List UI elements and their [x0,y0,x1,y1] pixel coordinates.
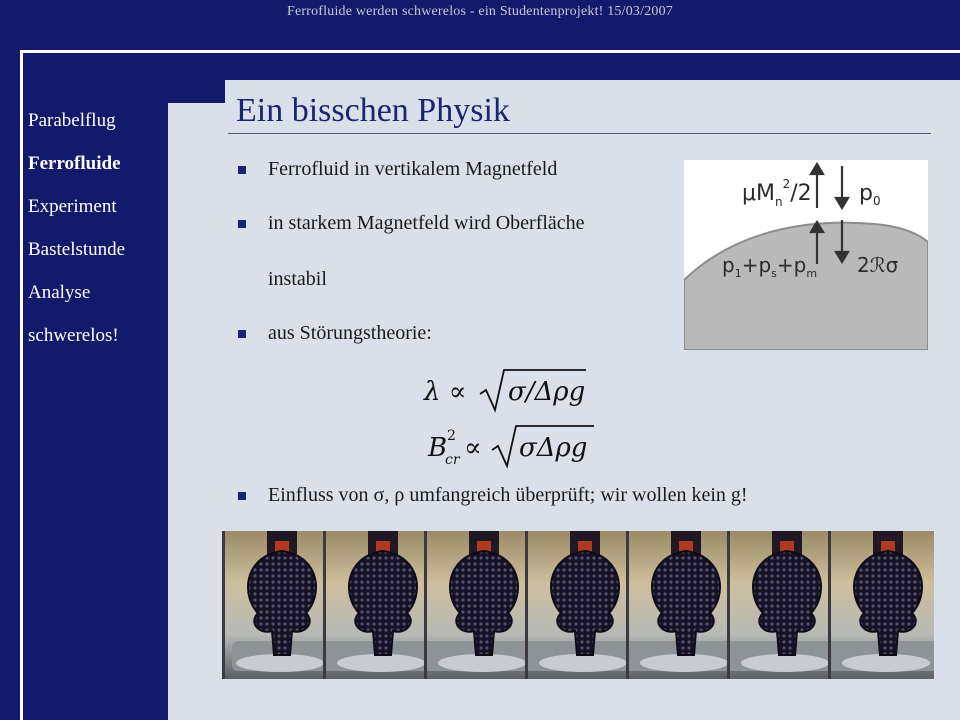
frame-line-top [20,50,960,53]
bullet-square-icon [238,166,246,174]
presentation-header: Ferrofluide werden schwerelos - ein Studentenprojekt! 15/03/2007 [286,4,674,19]
bullet-text-continuation: instabil [268,268,327,290]
bullet-text: Einfluss von σ, ρ umfangreich überprüft; wir wollen kein g! [268,484,748,506]
surface-tension-label: 2ℛσ [857,253,899,277]
nav-item-parabelflug[interactable]: Parabelflug [28,110,116,131]
bullet-text: aus Störungstheorie: [268,322,432,344]
formula-proportional: ∝ [464,433,482,463]
slide-title: Ein bisschen Physik [236,92,510,129]
bullet-text: in starkem Magnetfeld wird Oberfläche [268,212,585,234]
bullet-square-icon [238,492,246,500]
ferrofluid-photo-strip [222,531,934,679]
pressure-balance-diagram [684,160,928,350]
frame-line-left [20,50,23,720]
section-navigation [28,103,168,361]
title-divider [228,133,931,134]
formula-lhs: λ ∝ [424,377,467,407]
formula-wavelength [420,366,590,414]
bullet-square-icon [238,220,246,228]
formula-subscript: cr [445,452,460,468]
nav-item-analyse[interactable]: Analyse [28,282,91,303]
nav-item-bastelstunde[interactable]: Bastelstunde [28,239,126,260]
formula-superscript: 2 [447,428,456,444]
magnetic-pressure-label: $\mu M_n^2/2$ [742,177,812,209]
formula-radicand: σΔρg [519,433,588,463]
formula-radicand: σ/Δρg [508,377,586,407]
fluid-pressure-label: $p_1+p_s+p_m$ [722,253,818,280]
nav-item-experiment[interactable]: Experiment [28,196,117,217]
bullet-text: Ferrofluid in vertikalem Magnetfeld [268,158,558,180]
formula-critical-field [426,420,596,472]
bullet-square-icon [238,330,246,338]
nav-item-ferrofluide[interactable]: Ferrofluide [28,153,121,174]
ambient-pressure-label: $p_0$ [859,181,881,208]
nav-item-schwerelos[interactable]: schwerelos! [28,325,119,346]
formula-b-symbol: B [428,433,448,463]
